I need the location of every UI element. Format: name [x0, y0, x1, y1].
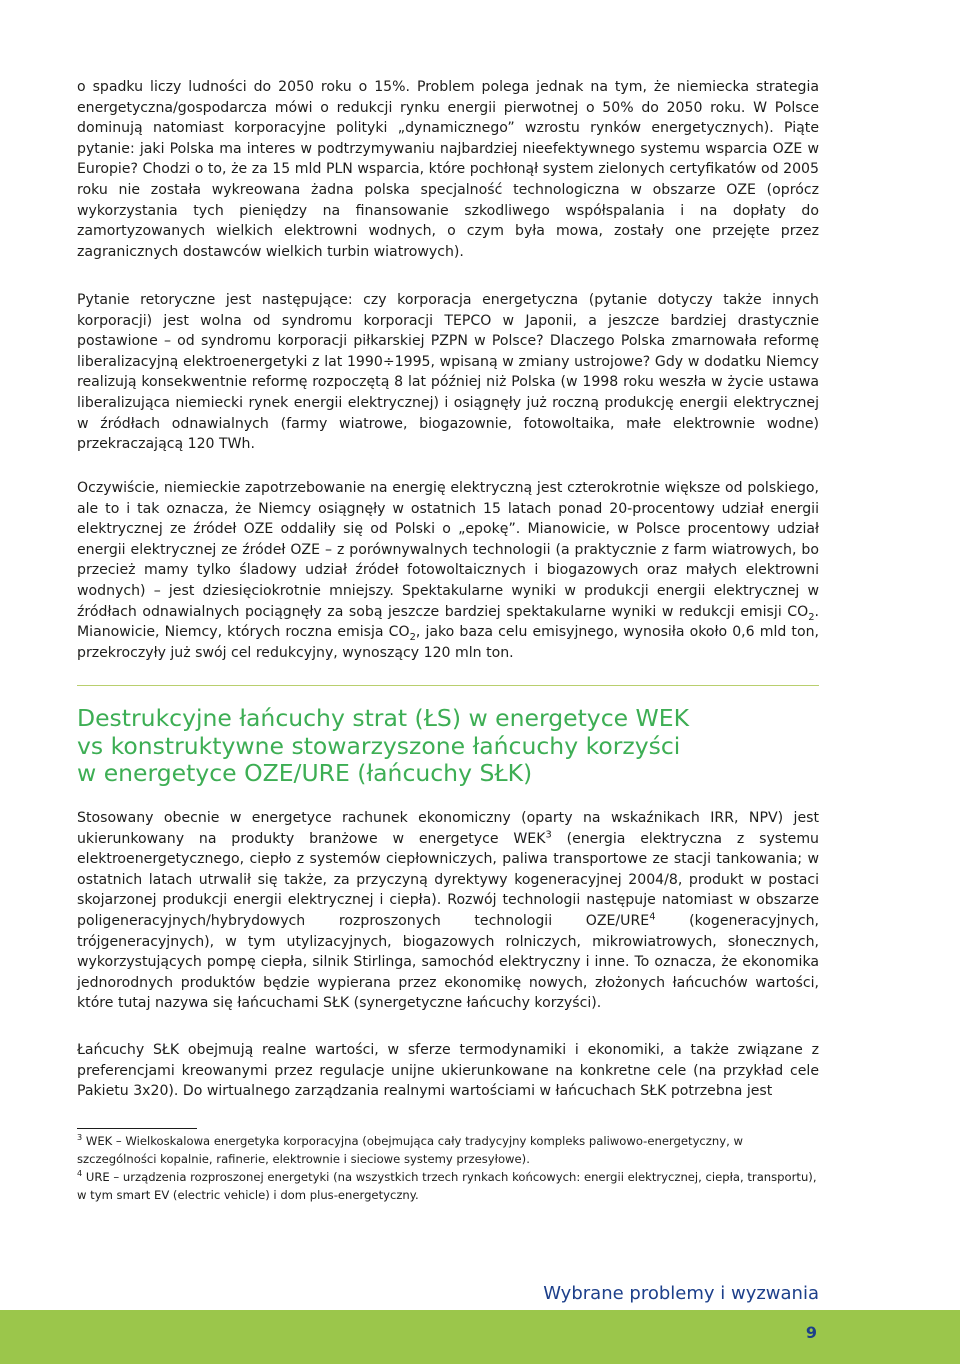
footnote-ref-3: 3	[545, 828, 552, 840]
section-paragraph-1-text-b: (energia elektryczna z systemu elektroenergetycznego, ciepło z systemów ciepłowniczych, paliwa transportowe ze stacji tankowania; w ostatnich latach utrwalił się także, za przyczyną dyrektywy kogeneracyjnej 2004/8, produkt w postaci skojarzonej produkcji energii elektrycznej i ciepła). Rozwój technologii następuje natomiast w obszarze poligeneracyjnych/hybrydowych rozproszonych technologii OZE/URE	[77, 830, 819, 929]
section-paragraph-1-text-a: Stosowany obecnie w energetyce rachunek ekonomiczny (oparty na wskaźnikach IRR, NPV) jest ukierunkowany na produkty branżowe w energetyce WEK	[77, 810, 819, 847]
co2-subscript: 2	[409, 631, 416, 643]
section-paragraph-1-text-c: (kogeneracyjnych, trójgeneracyjnych), w tym utylizacyjnych, biogazowych rolniczych, mikrowiatrowych, słonecznych, wykorzystujących pompę ciepła, silnik Stirlinga, samochód elektryczny i inne. To oznacza, że ekonomika jednorodnych produktów będzie wypierana przez ekonomikę nowych, złożonych łańcuchów wartości, które tutaj nazywa się łańcuchami SŁK (synergetyczne łańcuchy korzyści).	[77, 912, 819, 1012]
section-paragraph-1	[77, 808, 819, 1014]
section-heading-line-3: w energetyce OZE/URE (łańcuchy SŁK)	[77, 759, 533, 787]
footnote-separator	[77, 1128, 197, 1129]
paragraph-3-text-a: Oczywiście, niemieckie zapotrzebowanie na energię elektryczną jest czterokrotnie większe od polskiego, ale to i tak oznacza, że Niemcy osiągnęły w ostatnich 15 latach ponad 20-procentowy udział energii elektrycznej ze źródeł OZE oddaliły się od Polski o „epokę”. Mianowicie, w Polsce procentowy udział energii elektrycznej ze źródeł OZE – z porównywalnych technologii (a praktycznie z farm wiatrowych, bo przecież mamy tylko śladowy udział źródeł fotowoltaicznych i biogazowych oraz małych elektrowni wodnych) – jest dziesięciokrotnie mniejszy. Spektakularne wyniki w produkcji energii elektrycznej w źródłach odnawialnych pociągnęły za sobą jeszcze bardziej spektakularne wyniki w redukcji emisji CO	[77, 480, 819, 620]
footnote-text: URE – urządzenia rozproszonej energetyki (na wszystkich trzech rynkach końcowych: energii elektrycznej, ciepła, transportu), w tym smart EV (electric vehicle) i dom plus-energetyczny.	[77, 1170, 817, 1202]
co2-subscript: 2	[808, 611, 815, 623]
footnote-text: WEK – Wielkoskalowa energetyka korporacyjna (obejmująca cały tradycyjny kompleks paliwowo-energetyczny, w szczególności kopalnie, rafinerie, elektrownie i sieciowe systemy przesyłowe).	[77, 1134, 743, 1166]
running-title: Wybrane problemy i wyzwania	[543, 1283, 819, 1304]
section-paragraph-2: Łańcuchy SŁK obejmują realne wartości, w sferze termodynamiki i ekonomiki, a także związane z preferencjami kreowanymi przez regulacje unijne ukierunkowane na konkretne cele (na przykład cele Pakietu 3x20). Do wirtualnego zarządzania realnymi wartościami w łańcuchach SŁK potrzebna jest	[77, 1042, 819, 1100]
section-heading	[77, 705, 819, 788]
footnote-3	[77, 1133, 819, 1168]
body-paragraph-2: Pytanie retoryczne jest następujące: czy korporacja energetyczna (pytanie dotyczy także innych korporacji) jest wolna od syndromu korporacji TEPCO w Japonii, a jeszcze bardziej drastycznie postawione – od syndromu korporacji piłkarskiej PZPN w Polsce? Dlaczego Polska zmarnowała reformę liberalizacyjną elektroenergetyki z lat 1990÷1995, wpisaną w zmiany ustrojowe? Gdy w dodatku Niemcy realizują konsekwentnie reformę rozpoczętą 8 lat później niż Polska (w 1998 roku weszła w życie ustawa liberalizująca niemiecki rynek energii elektrycznej) i osiągnęły już roczną produkcję energii elektrycznej w źródłach odnawialnych (farmy wiatrowe, biogazownie, fotowoltaika, małe elektrownie wodne) przekraczającą 120 TWh.	[77, 292, 819, 453]
page-number: 9	[805, 1323, 817, 1342]
section-heading-line-2: vs konstruktywne stowarzyszone łańcuchy korzyści	[77, 731, 681, 760]
paragraph-3-text-b: . Mianowicie, Niemcy, których roczna emisja CO	[77, 603, 819, 641]
body-paragraph-3	[77, 478, 819, 663]
footnote-marker: 3	[77, 1132, 83, 1143]
section-heading-line-1: Destrukcyjne łańcuchy strat (ŁS) w energetyce WEK	[77, 704, 690, 732]
footnote-ref-4: 4	[649, 911, 656, 923]
footnote-marker: 4	[77, 1168, 83, 1179]
paragraph-3-text-c: , jako baza celu emisyjnego, wynosiła około 0,6 mld ton, przekroczyły już swój cel redukcyjny, wynoszący 120 mln ton.	[77, 624, 819, 661]
body-paragraph-1: o spadku liczy ludności do 2050 roku o 15%. Problem polega jednak na tym, że niemiecka strategia energetyczna/gospodarcza mówi o redukcji rynku energii pierwotnej o 50% do 2050 roku. W Polsce dominują natomiast korporacyjne polityki „dynamicznego” wzrostu rynków energetycznych). Piąte pytanie: jaki Polska ma interes w podtrzymywaniu najbardziej nieefektywnego systemu wsparcia OZE w Europie? Chodzi o to, że za 15 mld PLN wsparcia, które pochłonął system zielonych certyfikatów od 2005 roku nie została wykreowana żadna polska specjalność technologiczna w obszarze OZE (oprócz wykorzystania tych pieniędzy na finansowanie szkodliwego współspalania i na dopłaty do zamortyzowanych wielkich elektrowni wodnych, o czym była mowa, zostały one przejęte przez zagranicznych dostawców wielkich turbin wiatrowych).	[77, 79, 819, 260]
section-divider	[77, 685, 819, 686]
footnote-4	[77, 1169, 819, 1204]
